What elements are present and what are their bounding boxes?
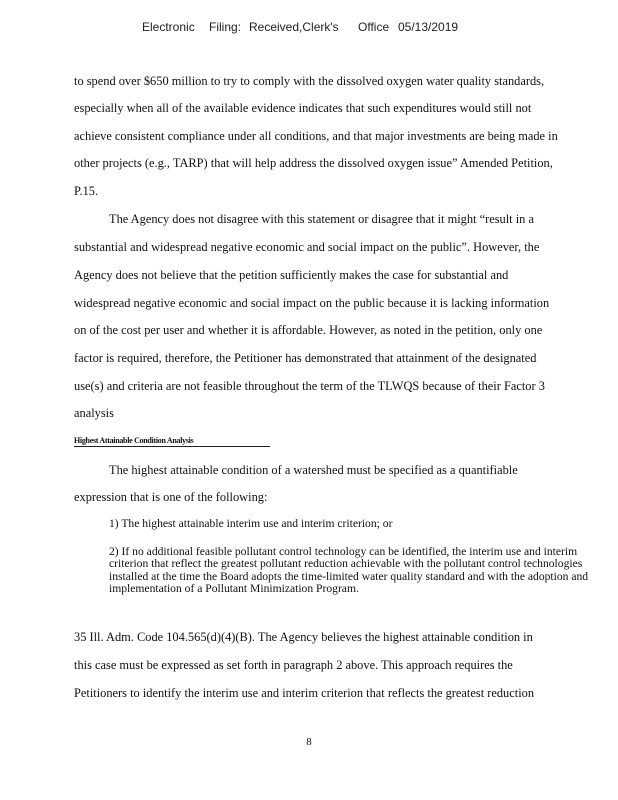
text-line: widespread negative economic and social impact on the public because it is lacking information xyxy=(74,296,550,310)
text-line: P.15. xyxy=(74,184,99,198)
text-line: other projects (e.g., TARP) that will help address the dissolved oxygen issue” Amended Petition, xyxy=(74,156,553,170)
text-line: to spend over $650 million to try to comply with the dissolved oxygen water quality standards, xyxy=(74,74,545,88)
quoted-item-1: 1) The highest attainable interim use and interim criterion; or xyxy=(109,517,393,530)
header-received: Received,Clerk's xyxy=(249,20,339,34)
text-line: factor is required, therefore, the Petitioner has demonstrated that attainment of the designated xyxy=(74,351,537,365)
section-subheading: Highest Attainable Condition Analysis xyxy=(74,436,270,447)
header-electronic: Electronic xyxy=(142,20,195,34)
text-line: substantial and widespread negative economic and social impact on the public”. However, the xyxy=(74,240,540,254)
header-office: Office xyxy=(358,20,390,34)
text-line: 35 Ill. Adm. Code 104.565(d)(4)(B). The Agency believes the highest attainable condition in xyxy=(74,630,533,644)
page-number: 8 xyxy=(306,736,312,748)
text-line: Petitioners to identify the interim use and interim criterion that reflects the greatest reduction xyxy=(74,686,535,700)
header-filing: Filing: xyxy=(209,20,242,34)
text-line: analysis xyxy=(74,406,114,420)
text-line: Agency does not believe that the petition sufficiently makes the case for substantial and xyxy=(74,268,509,282)
text-line: use(s) and criteria are not feasible throughout the term of the TLWQS because of their Factor 3 xyxy=(74,379,545,393)
text-line: achieve consistent compliance under all conditions, and that major investments are being made in xyxy=(74,129,558,143)
text-line: especially when all of the available evidence indicates that such expenditures would still not xyxy=(74,101,532,115)
text-line: The highest attainable condition of a watershed must be specified as a quantifiable xyxy=(109,463,518,477)
header-date: 05/13/2019 xyxy=(398,20,459,34)
text-line: on of the cost per user and whether it is affordable. However, as noted in the petition, only one xyxy=(74,323,543,337)
quoted-item-2: 2) If no additional feasible pollutant control technology can be identified, the interim use and interim criterion that reflect the greatest pollutant reduction achievable with the pollutant control technologies installed at the time the Board adopts the time-limited water quality standard and with the adoption and implementation of a Pollutant Minimization Program. xyxy=(109,545,589,596)
text-line: this case must be expressed as set forth in paragraph 2 above. This approach requires the xyxy=(74,658,513,672)
text-line: expression that is one of the following: xyxy=(74,490,268,504)
text-line: The Agency does not disagree with this statement or disagree that it might “result in a xyxy=(109,212,534,226)
